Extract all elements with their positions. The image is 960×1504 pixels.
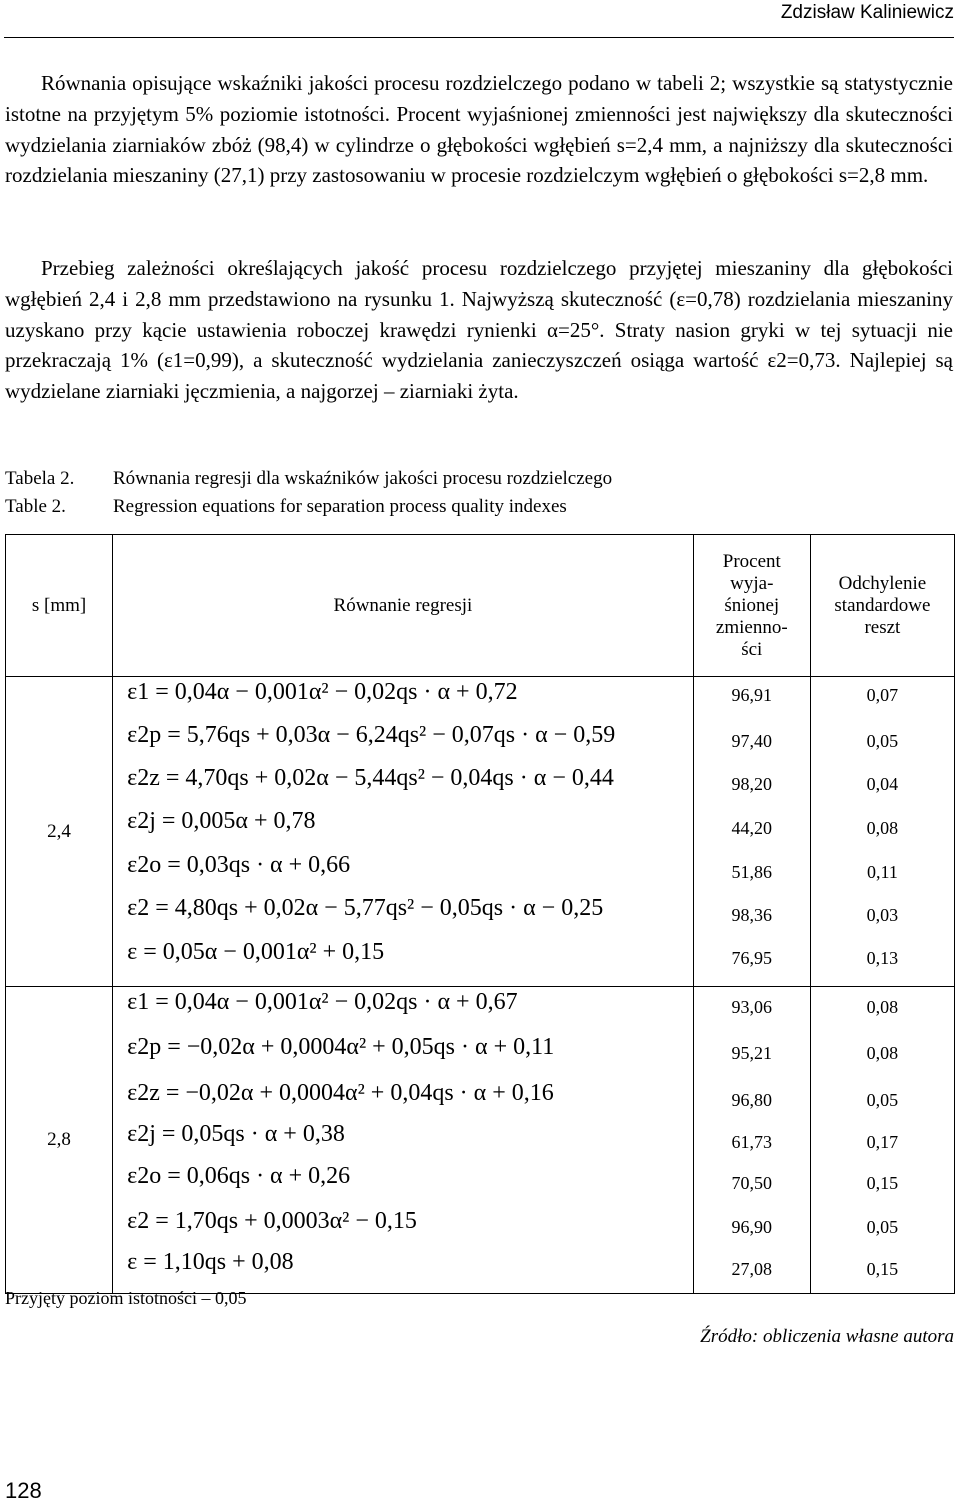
table-row-pct: 70,50 — [731, 1173, 773, 1193]
table-row-pct: 96,90 — [731, 1217, 773, 1237]
caption-pl-text: Równania regresji dla wskaźników jakości procesu rozdzielczego — [113, 468, 613, 489]
table-row-eq: ε2z = −0,02α + 0,0004α² + 0,04qs · α + 0,16 — [127, 1080, 554, 1106]
source-note: Źródło: obliczenia własne autora — [700, 1326, 954, 1347]
sd-2-4 — [810, 677, 954, 987]
caption-en-text: Regression equations for separation process quality indexes — [113, 496, 567, 517]
table-row-sd: 0,03 — [866, 905, 899, 925]
table-row-eq: ε1 = 0,04α − 0,001α² − 0,02qs · α + 0,67 — [127, 989, 518, 1015]
s-value-2-4: 2,4 — [6, 677, 113, 987]
table-row-pct: 93,06 — [731, 997, 773, 1017]
table-row-sd: 0,08 — [866, 1043, 899, 1063]
header-s: s [mm] — [6, 535, 113, 677]
table-row-pct: 44,20 — [731, 818, 773, 838]
page-number: 128 — [5, 1478, 42, 1503]
table-row-sd: 0,17 — [866, 1132, 899, 1152]
table-row-pct: 96,80 — [731, 1090, 773, 1110]
caption-pl — [5, 464, 612, 493]
table-row-sd: 0,08 — [866, 997, 899, 1017]
percent-2-8 — [693, 987, 810, 1294]
table-row-sd: 0,15 — [866, 1173, 899, 1193]
header-equation: Równanie regresji — [113, 535, 694, 677]
table-row-sd: 0,05 — [866, 1217, 899, 1237]
header-rule — [4, 37, 954, 38]
paragraph-2: Przebieg zależności określających jakość procesu rozdzielczego przyjętej mieszaniny dla głębokości wgłębień 2,4 i 2,8 mm przedstawiono na rysunku 1. Najwyższą skuteczność (ε=0,78) rozdzielania mieszaniny uzyskano przy kącie ustawienia roboczej krawędzi rynienki α=25°. Straty nasion gryki w tej sytuacji nie przekraczają 1% (ε1=0,99), a skuteczność wydzielania zanieczyszczeń osiąga wartość ε2=0,73. Najlepiej są wydzielane ziarniaki jęczmienia, a najgorzej – ziarniaki żyta. — [5, 256, 953, 404]
header-sd: Odchylenie standardowe reszt — [810, 535, 954, 677]
table-group-2-8 — [6, 987, 955, 1294]
table-row-sd: 0,04 — [866, 774, 899, 794]
table-row-pct: 76,95 — [731, 948, 773, 968]
table-row-eq: ε2o = 0,06qs · α + 0,26 — [127, 1163, 351, 1189]
header-author: Zdzisław Kaliniewicz — [780, 2, 954, 23]
table-row-pct: 97,40 — [731, 731, 773, 751]
table-row-pct: 95,21 — [731, 1043, 773, 1063]
table-row-pct: 61,73 — [731, 1132, 773, 1152]
regression-table — [5, 534, 955, 1294]
table-row-sd: 0,05 — [866, 731, 899, 751]
table-row-pct: 51,86 — [731, 862, 773, 882]
percent-2-4 — [693, 677, 810, 987]
table-row-eq: ε2z = 4,70qs + 0,02α − 5,44qs² − 0,04qs · α − 0,44 — [127, 765, 614, 791]
paragraph-1: Równania opisujące wskaźniki jakości procesu rozdzielczego podano w tabeli 2; wszystkie są statystycznie istotne na przyjętym 5% poziomie istotności. Procent wyjaśnionej zmienności jest największy dla skuteczności wydzielania ziarniaków zbóż (98,4) w cylindrze o głębokości wgłębień s=2,4 mm, a najniższy dla skuteczności rozdzielania mieszaniny (27,1) przy zastosowaniu w procesie rozdzielczym wgłębień o głębokości s=2,8 mm. — [5, 71, 953, 188]
table-row-eq: ε = 0,05α − 0,001α² + 0,15 — [127, 939, 385, 965]
header-percent: Procent wyja- śnionej zmienno- ści — [693, 535, 810, 677]
significance-note: Przyjęty poziom istotności – 0,05 — [5, 1288, 247, 1308]
caption-pl-label: Tabela 2. — [5, 468, 75, 489]
table-row-eq: ε1 = 0,04α − 0,001α² − 0,02qs · α + 0,72 — [127, 679, 518, 705]
table-row-eq: ε2o = 0,03qs · α + 0,66 — [127, 852, 351, 878]
table-row-eq: ε2 = 4,80qs + 0,02α − 5,77qs² − 0,05qs · α − 0,25 — [127, 895, 604, 921]
table-row-sd: 0,11 — [866, 862, 898, 882]
table-row-eq: ε2 = 1,70qs + 0,0003α² − 0,15 — [127, 1208, 417, 1234]
sd-2-8 — [810, 987, 954, 1294]
table-row-eq: ε2j = 0,05qs · α + 0,38 — [127, 1121, 345, 1147]
table-row-eq: ε2p = 5,76qs + 0,03α − 6,24qs² − 0,07qs · α − 0,59 — [127, 722, 616, 748]
caption-en-label: Table 2. — [5, 496, 66, 517]
table-row-sd: 0,07 — [866, 685, 899, 705]
table-group-2-4 — [6, 677, 955, 987]
table-row-sd: 0,15 — [866, 1259, 899, 1279]
table-row-sd: 0,05 — [866, 1090, 899, 1110]
table-row-pct: 27,08 — [731, 1259, 773, 1279]
caption-en — [5, 492, 567, 521]
s-value-2-8: 2,8 — [6, 987, 113, 1294]
table-header-row — [6, 535, 955, 677]
equations-2-8 — [113, 987, 694, 1294]
table-row-eq: ε2p = −0,02α + 0,0004α² + 0,05qs · α + 0,11 — [127, 1034, 555, 1060]
equations-2-4 — [113, 677, 694, 987]
table-row-pct: 98,20 — [731, 774, 773, 794]
table-row-eq: ε = 1,10qs + 0,08 — [127, 1249, 294, 1275]
table-row-sd: 0,08 — [866, 818, 899, 838]
table-row-eq: ε2j = 0,005α + 0,78 — [127, 808, 316, 834]
table-row-pct: 98,36 — [731, 905, 773, 925]
table-row-sd: 0,13 — [866, 948, 899, 968]
table-row-pct: 96,91 — [731, 685, 773, 705]
